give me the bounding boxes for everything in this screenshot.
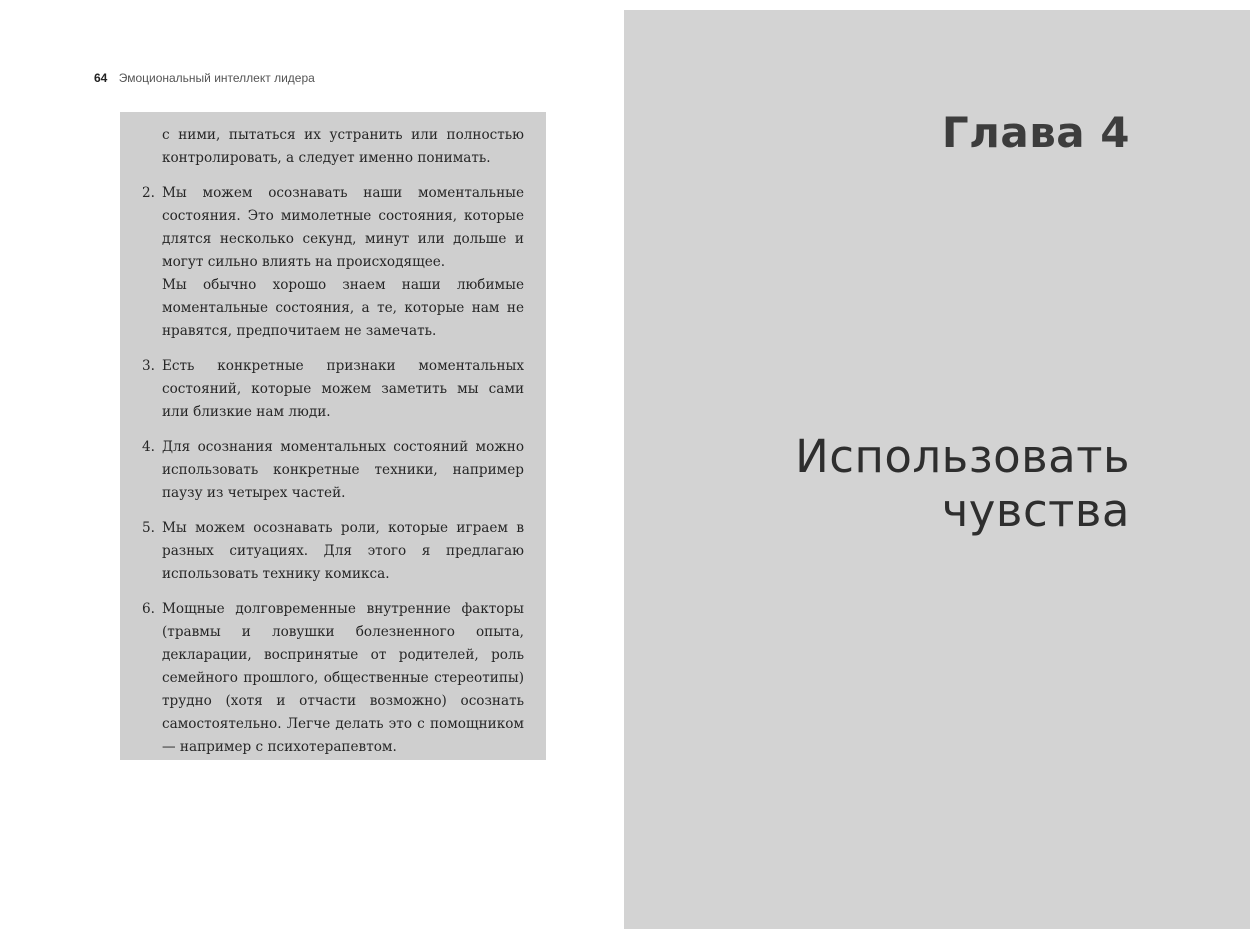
list-item-number: 3. (142, 358, 155, 374)
list-item-text: Для осознания моментальных состояний можно использовать конкретные техники, например паузу из четырех частей. (162, 439, 524, 501)
running-head-title: Эмоциональный интеллект лидера (118, 71, 315, 85)
chapter-title-line: Использовать (795, 430, 1130, 483)
list-item-text: Мощные долговременные внутренние факторы (травмы и ловушки болезненного опыта, декларации, воспринятые от родителей, роль семейного прошлого, общественные стереотипы) трудно (хотя и отчасти возможно) осознать самостоятельно. Легче делать это с помощником — например с психотерапевтом. (162, 601, 524, 755)
list-item-text: Мы можем осознавать роли, которые играем в разных ситуациях. Для этого я предлагаю использовать технику комикса. (162, 520, 524, 582)
right-page (624, 10, 1250, 929)
list-item (142, 517, 524, 586)
summary-text (142, 124, 524, 759)
list-item-number: 6. (142, 601, 155, 617)
page-number: 64 (94, 71, 108, 85)
list-item (142, 598, 524, 759)
chapter-title (795, 430, 1130, 538)
list-item (142, 436, 524, 505)
list-item-number: 2. (142, 185, 155, 201)
chapter-label: Глава 4 (941, 108, 1130, 157)
running-head (94, 71, 315, 85)
list-item-text: Мы можем осознавать наши моментальные состояния. Это мимолетные состояния, которые длятся несколько секунд, минут или дольше и могут сильно влиять на происходящее. (162, 185, 524, 270)
list-item-number: 4. (142, 439, 155, 455)
list-item (142, 182, 524, 343)
left-page (0, 0, 622, 938)
list-item-number: 5. (142, 520, 155, 536)
chapter-title-line: чувства (941, 484, 1130, 537)
summary-box (120, 112, 546, 760)
list-item (142, 355, 524, 424)
list-item-text: Есть конкретные признаки моментальных состояний, которые можем заметить мы сами или близкие нам люди. (162, 358, 524, 420)
continuation-paragraph: с ними, пытаться их устранить или полностью контролировать, а следует именно понимать. (162, 127, 524, 166)
list-item-text: Мы обычно хорошо знаем наши любимые моментальные состояния, а те, которые нам не нравятся, предпочитаем не замечать. (162, 277, 524, 339)
